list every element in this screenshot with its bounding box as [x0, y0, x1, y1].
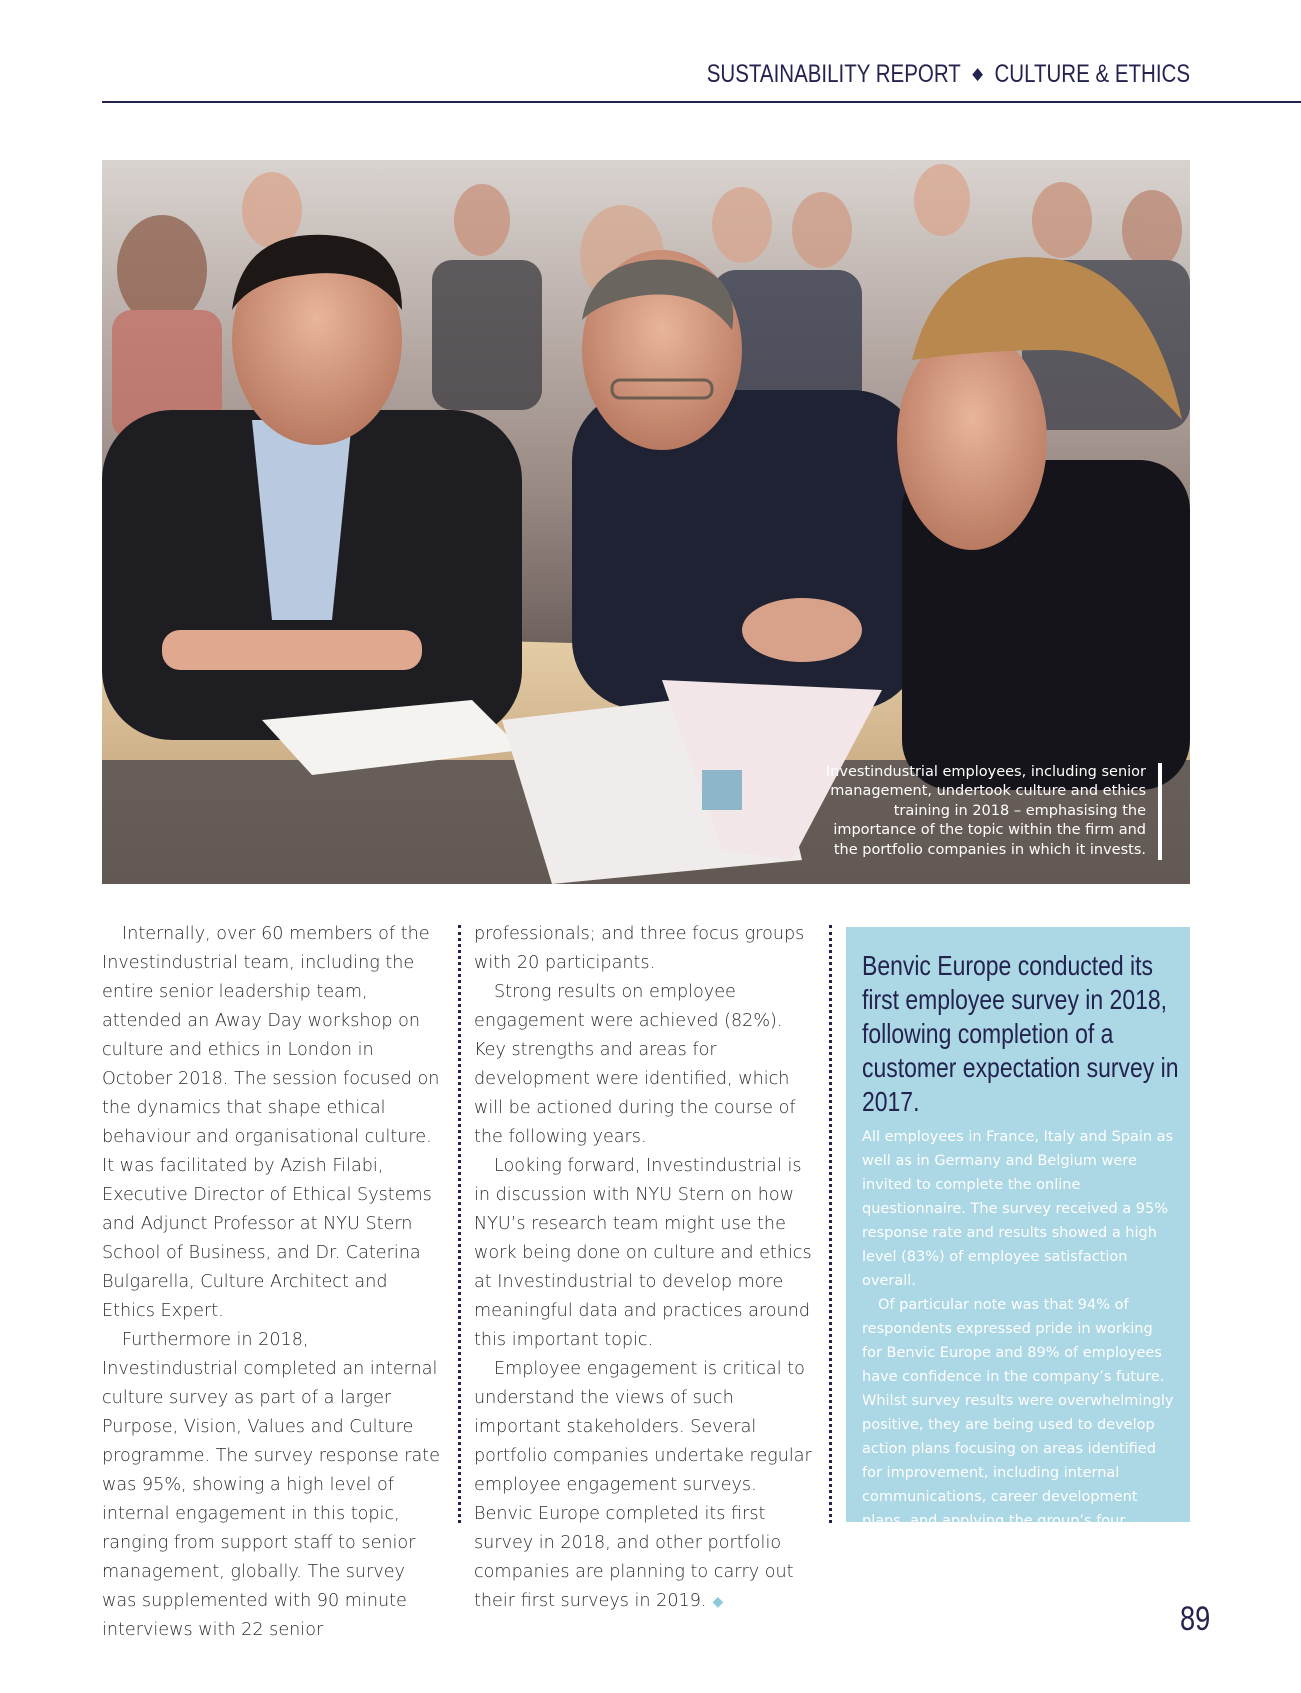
benvic-callout-box [846, 927, 1190, 1577]
diamond-icon: ◆ [972, 64, 983, 83]
text-column-2 [474, 920, 819, 1617]
paragraph: Looking forward, Investindustrial is in discussion with NYU Stern on how NYU’s research team might use the work being done on culture and ethics at Investindustrial to develop more meaningful data and practices around this important topic. [474, 1156, 812, 1350]
paragraph: professionals; and three focus groups with 20 participants. [474, 924, 805, 973]
callout-paragraph: Of particular note was that 94% of respondents expressed pride in working for Benvic Europe and 89% of employees have confidence in the company’s future. Whilst survey results were overwhelmingly positive, they are being used to develop action plans focusing on areas identified for improvement, including internal communications, career development plans, and applying the group’s four values: Team Spirit, Commitment, Respect, Enthusiasm. [862, 1297, 1176, 1577]
report-title: SUSTAINABILITY REPORT [706, 60, 961, 88]
paragraph: Furthermore in 2018, Investindustrial completed an internal culture survey as part of a larger Purpose, Vision, Values and Culture programme. The survey response rate was 95%, showing a high level of internal engagement in this topic, ranging from support staff to senior management, globally. The survey was supplemented with 90 minute interviews with 22 senior [102, 1330, 440, 1640]
page-number: 89 [1180, 1600, 1211, 1638]
workshop-photo [102, 160, 1190, 884]
running-header [214, 60, 1190, 89]
paragraph: It was facilitated by Azish Filabi, Executive Director of Ethical Systems and Adjunct Professor at NYU Stern School of Business, and Dr. Caterina Bulgarella, Culture Architect and Ethics Expert. [102, 1156, 432, 1321]
photo-caption: Investindustrial employees, including senior management, undertook culture and ethics training in 2018 – emphasising the importance of the topic within the firm and the portfolio companies in which it invests. [816, 763, 1162, 861]
text-column-1 [102, 920, 442, 1645]
diamond-icon: ◆ [712, 1594, 724, 1610]
callout-title: Benvic Europe conducted its first employee survey in 2018, following completion of a customer expectation survey in 2017. [862, 950, 1179, 1117]
column-divider [458, 925, 461, 1523]
paragraph-text: Employee engagement is critical to understand the views of such important stakeholders. Several portfolio companies undertake regular employee engagement surveys. Benvic Europe completed its first survey in 2018, and other portfolio companies are planning to carry out their first surveys in 2019. [474, 1359, 812, 1611]
section-title: CULTURE & ETHICS [994, 60, 1190, 88]
column-divider [829, 925, 832, 1523]
paragraph [474, 1355, 819, 1617]
paragraph: Internally, over 60 members of the Investindustrial team, including the entire senior leadership team, attended an Away Day workshop on culture and ethics in London in October 2018. The session focused on the dynamics that shape ethical behaviour and organisational culture. [102, 924, 440, 1147]
callout-paragraph: All employees in France, Italy and Spain as well as in Germany and Belgium were invited to complete the online questionnaire. The survey received a 95% response rate and results showed a high level (83%) of employee satisfaction overall. [862, 1129, 1174, 1289]
header-rule [102, 101, 1301, 103]
paragraph: Strong results on employee engagement were achieved (82%). Key strengths and areas for development were identified, which will be actioned during the course of the following years. [474, 982, 796, 1147]
